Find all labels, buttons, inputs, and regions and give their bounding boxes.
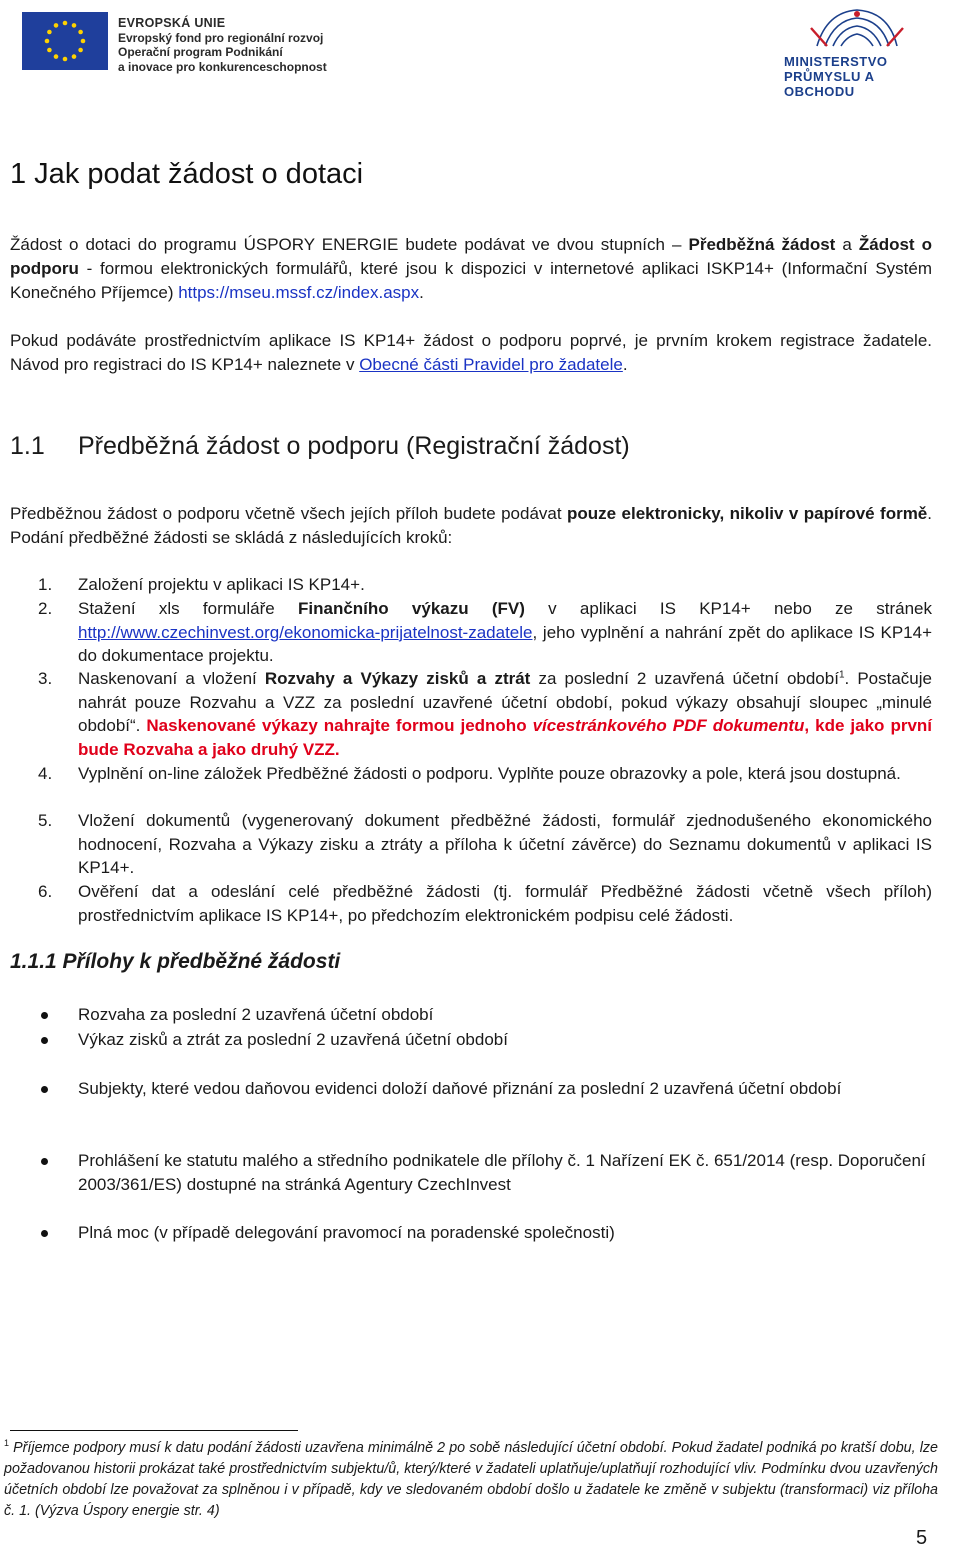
mpo-line-2: PRŮMYSLU A OBCHODU — [784, 69, 874, 99]
section-heading — [10, 432, 630, 461]
eu-line-1: EVROPSKÁ UNIE — [118, 16, 226, 30]
list-item-text: Plná moc (v případě delegování pravomocí na poradenské společnosti) — [78, 1223, 615, 1242]
eu-flag-icon — [22, 12, 108, 70]
section-p-text-a: Předběžnou žádost o podporu včetně všech jejích příloh budete podávat — [10, 504, 567, 523]
list-item-text: Rozvaha za poslední 2 uzavřená účetní období — [78, 1005, 434, 1024]
eu-star-icon — [54, 54, 59, 59]
list-item-text: Subjekty, které vedou daňovou evidenci doloží daňové přiznání za poslední 2 uzavřená účetní období — [78, 1079, 842, 1098]
section-p-text-c: . Podání předběžné žádosti se skládá z následujících kroků: — [10, 504, 933, 547]
intro-p1-text-a: Žádost o dotaci do programu ÚSPORY ENERGIE budete podávat ve dvou stupních – — [10, 235, 689, 254]
list-item-text: Prohlášení ke statutu malého a středního podnikatele dle přílohy č. 1 Nařízení EK č. 651/2014 (resp. Doporučení 2003/361/ES) dostupné na stránká Agentury CzechInvest — [78, 1151, 926, 1194]
step-text: Ověření dat a odeslání celé předběžné žádosti (tj. formulář Předběžné žádosti včetně všech příloh) prostřednictvím aplikace IS KP14+, po předchozím elektronickém podpisu celé žádosti. — [78, 882, 932, 925]
list-item-text: Výkaz zisků a ztrát za poslední 2 uzavřená účetní období — [78, 1030, 508, 1049]
intro-paragraph-2 — [10, 329, 932, 377]
eu-text — [118, 16, 327, 74]
bullet-icon — [41, 1158, 48, 1165]
eu-star-icon — [47, 30, 52, 35]
eu-star-icon — [72, 54, 77, 59]
mpo-text — [784, 54, 932, 99]
eu-star-icon — [54, 23, 59, 28]
eu-stars-icon — [22, 12, 108, 70]
eu-line-4: a inovace pro konkurenceschopnost — [118, 59, 327, 74]
bullet-icon — [41, 1012, 48, 1019]
step-number: 6. — [38, 882, 53, 901]
step-number: 2. — [38, 599, 53, 618]
step-text — [78, 597, 932, 668]
step-3-red-1: Naskenované výkazy nahrajte formou jednoho — [146, 716, 533, 735]
eu-star-icon — [78, 48, 83, 53]
section-paragraph — [10, 502, 932, 550]
footnote-mark: 1 — [4, 1438, 10, 1449]
eu-star-icon — [47, 48, 52, 53]
intro-paragraph-1 — [10, 233, 932, 305]
intro-p2-text: Pokud podáváte prostřednictvím aplikace IS KP14+ žádost o podporu poprvé, je prvním krokem registrace žadatele. Návod pro registraci do IS KP14+ naleznete v — [10, 331, 932, 374]
step-text — [78, 667, 932, 761]
step-2-text-a: Stažení xls formuláře — [78, 599, 298, 618]
intro-p1-bold-2: Žádost o podporu — [10, 235, 932, 278]
bullet-icon — [41, 1037, 48, 1044]
step-number: 1. — [38, 575, 53, 594]
step-3-text-c: za poslední 2 uzavřená účetní období — [530, 669, 839, 688]
eu-line-2: Evropský fond pro regionální rozvoj — [118, 30, 324, 45]
eu-star-icon — [81, 39, 86, 44]
eu-star-icon — [45, 39, 50, 44]
mpo-logo-block — [782, 6, 932, 99]
footnote — [4, 1438, 938, 1522]
eu-star-icon — [78, 30, 83, 35]
intro-p1-text-c: a — [835, 235, 859, 254]
footnote-text: Příjemce podpory musí k datu podání žádosti uzavřena minimálně 2 po sobě následující účetní období. Pokud žadatel podniká po kratší dobu, lze požadovanou historii prokázat také prostřednictvím subjektu/ů, který/které v žadateli uplatňuje/uplatňují rozhodující vliv. Podmínku dvou uzavřených účetních období lze považovat za splněnou i v případě, kdy ve sledovaném období došlo u žadatele ke změně v subjektu (transformaci) viz příloha č. 1. (Výzva Úspory energie str. 4) — [4, 1440, 938, 1519]
intro-p1-text-d: - formou elektronických formulářů, které jsou k dispozici v internetové aplikaci ISKP14+ (Informační Systém Konečného Příjemce) — [10, 259, 932, 302]
intro-p1-end: . — [419, 283, 424, 302]
eu-star-icon — [63, 57, 68, 62]
step-text: Vyplnění on-line záložek Předběžné žádosti o podporu. Vyplňte pouze obrazovky a pole, která jsou dostupná. — [78, 764, 901, 783]
step-2-text-c: v aplikaci IS KP14+ nebo ze stránek — [524, 599, 932, 618]
section-number: 1.1 — [10, 432, 45, 460]
footnote-divider — [10, 1430, 298, 1431]
step-2-text-d: , jeho vyplnění a nahrání zpět do aplikace IS KP14+ do dokumentace projektu. — [78, 622, 932, 665]
section-p-bold: pouze elektronicky, nikoliv v papírové formě — [567, 504, 928, 523]
rules-link[interactable]: Obecné části Pravidel pro žadatele — [359, 355, 623, 374]
czechinvest-link[interactable]: http://www.czechinvest.org/ekonomicka-prijatelnost-zadatele — [78, 622, 533, 642]
page-title: 1 Jak podat žádost o dotaci — [10, 158, 364, 190]
step-3-red-3: , kde jako první bude Rozvaha a jako druhý VZZ. — [78, 716, 933, 759]
eu-line-3: Operační program Podnikání — [118, 45, 283, 59]
section-title: Předběžná žádost o podporu (Registrační žádost) — [78, 432, 630, 460]
step-3-text-a: Naskenovaní a vložení — [78, 669, 265, 688]
step-number: 5. — [38, 811, 53, 830]
mseu-link[interactable]: https://mseu.mssf.cz/index.aspx — [178, 283, 420, 302]
step-3-red-2: vícestránkového PDF dokumentu — [532, 716, 805, 735]
bullet-icon — [41, 1230, 48, 1237]
bullet-icon — [41, 1086, 48, 1093]
mpo-logo-icon — [797, 6, 917, 50]
page-number: 5 — [916, 1527, 928, 1549]
intro-p1-bold-1: Předběžná žádost — [688, 235, 836, 254]
subsection-heading: 1.1.1 Přílohy k předběžné žádosti — [10, 950, 341, 973]
step-number: 4. — [38, 764, 53, 783]
step-text: Vložení dokumentů (vygenerovaný dokument předběžné žádosti, formulář zjednodušeného ekonomického hodnocení, Rozvaha a Výkazy zisku a ztráty a příloha k účetní závěrce) do Seznamu dokumentů v aplikaci IS KP14+. — [78, 811, 932, 877]
eu-star-icon — [72, 23, 77, 28]
step-2-bold: Finančního výkazu (FV) — [298, 599, 525, 618]
intro-p2-end: . — [622, 355, 628, 374]
step-number: 3. — [38, 669, 53, 688]
step-3-text-d: . Postačuje nahrát pouze Rozvahu a VZZ za poslední uzavřené účetní období, pokud výkazy obsahují sloupec „minulé období“. — [78, 669, 932, 735]
step-3-bold: Rozvahy a Výkazy zisků a ztrát — [264, 669, 531, 688]
footnote-ref[interactable]: 1 — [838, 669, 845, 681]
mpo-line-1: MINISTERSTVO — [784, 54, 888, 69]
step-text: Založení projektu v aplikaci IS KP14+. — [78, 575, 365, 594]
eu-logo-block — [22, 12, 327, 74]
eu-star-icon — [63, 21, 68, 26]
